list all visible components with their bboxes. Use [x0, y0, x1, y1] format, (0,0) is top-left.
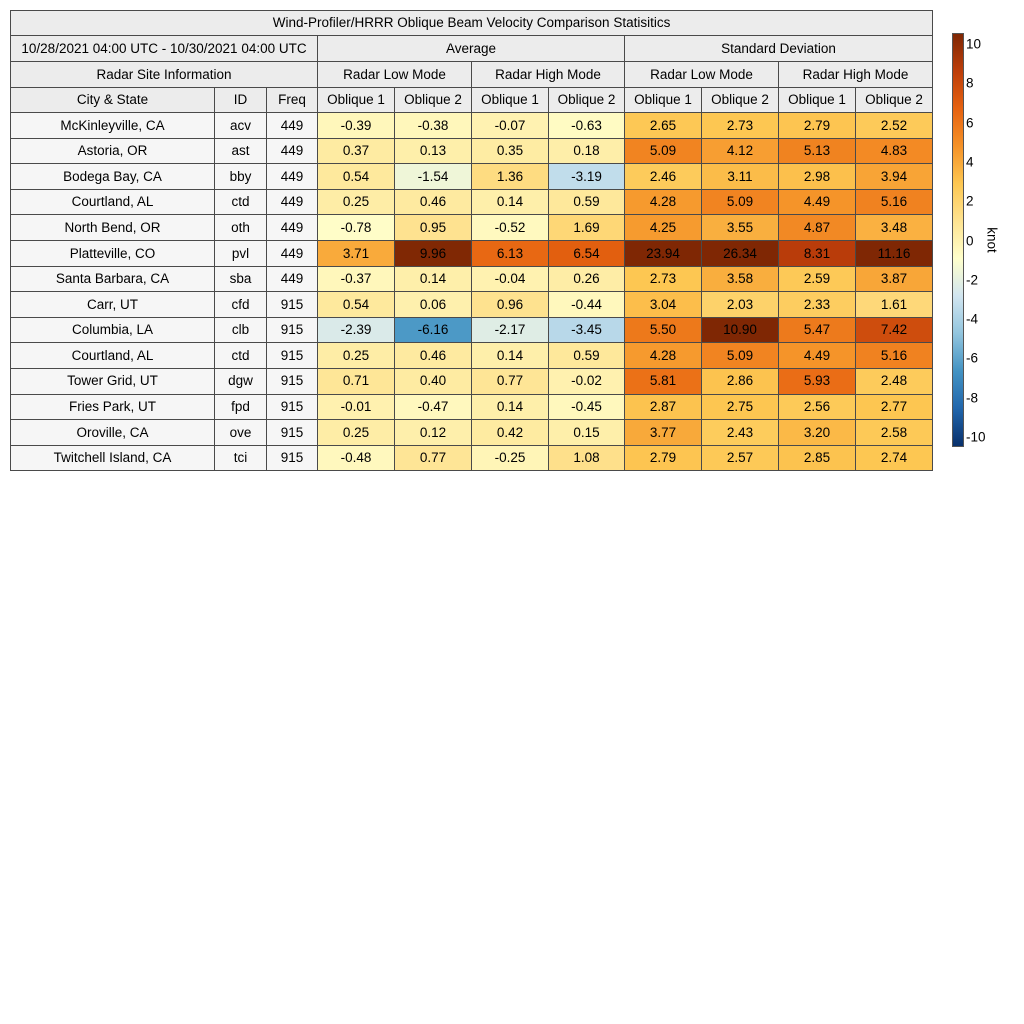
frequency-cell: 449: [267, 240, 318, 266]
value-cell: 0.25: [318, 189, 395, 215]
colorbar-tick-label: 2: [966, 193, 974, 209]
value-cell: 3.48: [856, 215, 933, 241]
value-cell: 0.12: [395, 420, 472, 446]
site-id-cell: ast: [215, 138, 267, 164]
table-row: [11, 240, 933, 266]
colorbar-unit-label: knot: [984, 227, 1000, 253]
colorbar-tick-label: -8: [966, 389, 979, 405]
table-body: [11, 113, 933, 471]
frequency-cell: 449: [267, 215, 318, 241]
value-cell: -2.17: [472, 317, 549, 343]
value-cell: 2.58: [856, 420, 933, 446]
table-row: [11, 189, 933, 215]
value-cell: 26.34: [702, 240, 779, 266]
colorbar-tick-label: 0: [966, 232, 974, 248]
site-name-cell: Twitchell Island, CA: [11, 445, 215, 471]
frequency-cell: 449: [267, 189, 318, 215]
value-cell: 2.46: [625, 164, 702, 190]
value-cell: 2.48: [856, 368, 933, 394]
table-row: [11, 445, 933, 471]
site-id-cell: sba: [215, 266, 267, 292]
value-cell: -0.25: [472, 445, 549, 471]
mode-header: Radar High Mode: [472, 62, 625, 88]
value-cell: 0.46: [395, 343, 472, 369]
site-name-cell: Bodega Bay, CA: [11, 164, 215, 190]
value-cell: 0.37: [318, 138, 395, 164]
frequency-cell: 915: [267, 292, 318, 318]
table-row: [11, 266, 933, 292]
value-cell: 1.61: [856, 292, 933, 318]
info-header: Radar Site Information: [11, 62, 318, 88]
value-cell: 3.20: [779, 420, 856, 446]
site-name-cell: Courtland, AL: [11, 189, 215, 215]
value-cell: 10.90: [702, 317, 779, 343]
value-cell: 0.25: [318, 420, 395, 446]
colorbar-tick-label: -2: [966, 272, 979, 288]
frequency-cell: 915: [267, 394, 318, 420]
frequency-cell: 449: [267, 138, 318, 164]
value-cell: 2.56: [779, 394, 856, 420]
value-cell: 0.35: [472, 138, 549, 164]
site-id-cell: ove: [215, 420, 267, 446]
column-header-value: Oblique 2: [549, 88, 625, 113]
value-cell: -6.16: [395, 317, 472, 343]
colorbar-tick-label: -4: [966, 311, 979, 327]
mode-header: Radar High Mode: [779, 62, 933, 88]
table-row: [11, 317, 933, 343]
value-cell: 23.94: [625, 240, 702, 266]
value-cell: 2.52: [856, 113, 933, 139]
site-name-cell: North Bend, OR: [11, 215, 215, 241]
value-cell: 0.06: [395, 292, 472, 318]
value-cell: 0.59: [549, 343, 625, 369]
value-cell: 0.14: [472, 343, 549, 369]
value-cell: 5.09: [625, 138, 702, 164]
mode-header: Radar Low Mode: [318, 62, 472, 88]
colorbar-tick-label: 6: [966, 114, 974, 130]
value-cell: 0.18: [549, 138, 625, 164]
value-cell: 2.98: [779, 164, 856, 190]
group-header-std-dev: Standard Deviation: [625, 36, 933, 62]
site-id-cell: pvl: [215, 240, 267, 266]
site-name-cell: Oroville, CA: [11, 420, 215, 446]
value-cell: 0.14: [472, 189, 549, 215]
value-cell: 5.16: [856, 189, 933, 215]
value-cell: 8.31: [779, 240, 856, 266]
value-cell: 2.43: [702, 420, 779, 446]
value-cell: 1.36: [472, 164, 549, 190]
value-cell: -0.45: [549, 394, 625, 420]
table-row: [11, 164, 933, 190]
table-row: [11, 113, 933, 139]
value-cell: 5.47: [779, 317, 856, 343]
value-cell: 2.79: [625, 445, 702, 471]
value-cell: -0.04: [472, 266, 549, 292]
value-cell: 4.83: [856, 138, 933, 164]
site-name-cell: Astoria, OR: [11, 138, 215, 164]
table-row: [11, 368, 933, 394]
value-cell: -3.19: [549, 164, 625, 190]
site-name-cell: Carr, UT: [11, 292, 215, 318]
table-row: [11, 215, 933, 241]
value-cell: 2.73: [702, 113, 779, 139]
value-cell: -0.44: [549, 292, 625, 318]
value-cell: 2.87: [625, 394, 702, 420]
value-cell: 2.75: [702, 394, 779, 420]
colorbar-tick-label: 8: [966, 75, 974, 91]
value-cell: 4.28: [625, 343, 702, 369]
value-cell: 4.28: [625, 189, 702, 215]
site-id-cell: ctd: [215, 343, 267, 369]
time-period: 10/28/2021 04:00 UTC - 10/30/2021 04:00 UTC: [11, 36, 318, 62]
site-name-cell: Platteville, CO: [11, 240, 215, 266]
site-name-cell: McKinleyville, CA: [11, 113, 215, 139]
value-cell: 3.87: [856, 266, 933, 292]
value-cell: 0.26: [549, 266, 625, 292]
column-header-freq: Freq: [267, 88, 318, 113]
site-id-cell: dgw: [215, 368, 267, 394]
value-cell: 0.40: [395, 368, 472, 394]
value-cell: -2.39: [318, 317, 395, 343]
value-cell: 3.71: [318, 240, 395, 266]
value-cell: -0.38: [395, 113, 472, 139]
value-cell: 3.11: [702, 164, 779, 190]
value-cell: 4.25: [625, 215, 702, 241]
value-cell: -0.39: [318, 113, 395, 139]
value-cell: -0.02: [549, 368, 625, 394]
value-cell: 5.09: [702, 343, 779, 369]
colorbar-tick-label: -10: [966, 429, 986, 445]
value-cell: 2.79: [779, 113, 856, 139]
value-cell: 5.16: [856, 343, 933, 369]
value-cell: 4.87: [779, 215, 856, 241]
value-cell: -3.45: [549, 317, 625, 343]
frequency-cell: 449: [267, 164, 318, 190]
value-cell: 0.54: [318, 292, 395, 318]
value-cell: 6.13: [472, 240, 549, 266]
site-name-cell: Courtland, AL: [11, 343, 215, 369]
frequency-cell: 449: [267, 113, 318, 139]
frequency-cell: 915: [267, 343, 318, 369]
value-cell: -0.37: [318, 266, 395, 292]
table-row: [11, 394, 933, 420]
value-cell: 0.71: [318, 368, 395, 394]
value-cell: 0.25: [318, 343, 395, 369]
table-row: [11, 292, 933, 318]
site-id-cell: bby: [215, 164, 267, 190]
column-header-value: Oblique 1: [472, 88, 549, 113]
value-cell: 9.96: [395, 240, 472, 266]
column-header-id: ID: [215, 88, 267, 113]
site-id-cell: oth: [215, 215, 267, 241]
value-cell: -0.47: [395, 394, 472, 420]
value-cell: -1.54: [395, 164, 472, 190]
value-cell: 7.42: [856, 317, 933, 343]
value-cell: 2.65: [625, 113, 702, 139]
group-header-average: Average: [318, 36, 625, 62]
value-cell: 3.94: [856, 164, 933, 190]
site-id-cell: fpd: [215, 394, 267, 420]
value-cell: 2.57: [702, 445, 779, 471]
column-header-value: Oblique 1: [779, 88, 856, 113]
column-header-value: Oblique 1: [625, 88, 702, 113]
table-title: Wind-Profiler/HRRR Oblique Beam Velocity Comparison Statisitics: [11, 11, 933, 36]
value-cell: -0.78: [318, 215, 395, 241]
site-id-cell: acv: [215, 113, 267, 139]
frequency-cell: 449: [267, 266, 318, 292]
value-cell: 2.74: [856, 445, 933, 471]
column-header-value: Oblique 2: [702, 88, 779, 113]
value-cell: 2.73: [625, 266, 702, 292]
value-cell: 0.77: [395, 445, 472, 471]
column-header-value: Oblique 2: [856, 88, 933, 113]
value-cell: 11.16: [856, 240, 933, 266]
value-cell: -0.63: [549, 113, 625, 139]
value-cell: 5.09: [702, 189, 779, 215]
table-row: [11, 343, 933, 369]
value-cell: 5.93: [779, 368, 856, 394]
value-cell: 2.59: [779, 266, 856, 292]
frequency-cell: 915: [267, 445, 318, 471]
site-id-cell: cfd: [215, 292, 267, 318]
value-cell: 3.77: [625, 420, 702, 446]
value-cell: 0.96: [472, 292, 549, 318]
value-cell: 3.04: [625, 292, 702, 318]
colorbar-tick-label: -6: [966, 350, 979, 366]
colorbar-tick-label: 10: [966, 36, 982, 52]
site-name-cell: Tower Grid, UT: [11, 368, 215, 394]
value-cell: 0.95: [395, 215, 472, 241]
colorbar-tick-label: 4: [966, 154, 974, 170]
value-cell: 0.14: [472, 394, 549, 420]
value-cell: 4.12: [702, 138, 779, 164]
column-header-value: Oblique 1: [318, 88, 395, 113]
value-cell: 4.49: [779, 189, 856, 215]
site-name-cell: Santa Barbara, CA: [11, 266, 215, 292]
value-cell: 0.15: [549, 420, 625, 446]
site-name-cell: Columbia, LA: [11, 317, 215, 343]
value-cell: 0.42: [472, 420, 549, 446]
value-cell: 2.77: [856, 394, 933, 420]
value-cell: 4.49: [779, 343, 856, 369]
value-cell: 0.14: [395, 266, 472, 292]
value-cell: 2.33: [779, 292, 856, 318]
table-row: [11, 420, 933, 446]
value-cell: 0.13: [395, 138, 472, 164]
site-id-cell: clb: [215, 317, 267, 343]
value-cell: 3.55: [702, 215, 779, 241]
value-cell: 2.86: [702, 368, 779, 394]
site-id-cell: tci: [215, 445, 267, 471]
frequency-cell: 915: [267, 420, 318, 446]
value-cell: 2.03: [702, 292, 779, 318]
frequency-cell: 915: [267, 317, 318, 343]
value-cell: 0.46: [395, 189, 472, 215]
value-cell: 0.77: [472, 368, 549, 394]
value-cell: -0.48: [318, 445, 395, 471]
value-cell: 5.81: [625, 368, 702, 394]
value-cell: 0.59: [549, 189, 625, 215]
value-cell: -0.07: [472, 113, 549, 139]
frequency-cell: 915: [267, 368, 318, 394]
value-cell: -0.52: [472, 215, 549, 241]
value-cell: 3.58: [702, 266, 779, 292]
site-name-cell: Fries Park, UT: [11, 394, 215, 420]
stats-table: [10, 10, 933, 471]
value-cell: 2.85: [779, 445, 856, 471]
colorbar: [952, 33, 964, 447]
value-cell: 5.13: [779, 138, 856, 164]
site-id-cell: ctd: [215, 189, 267, 215]
table-row: [11, 138, 933, 164]
value-cell: -0.01: [318, 394, 395, 420]
column-header-value: Oblique 2: [395, 88, 472, 113]
value-cell: 6.54: [549, 240, 625, 266]
value-cell: 1.08: [549, 445, 625, 471]
value-cell: 0.54: [318, 164, 395, 190]
value-cell: 1.69: [549, 215, 625, 241]
column-header-city: City & State: [11, 88, 215, 113]
value-cell: 5.50: [625, 317, 702, 343]
mode-header: Radar Low Mode: [625, 62, 779, 88]
